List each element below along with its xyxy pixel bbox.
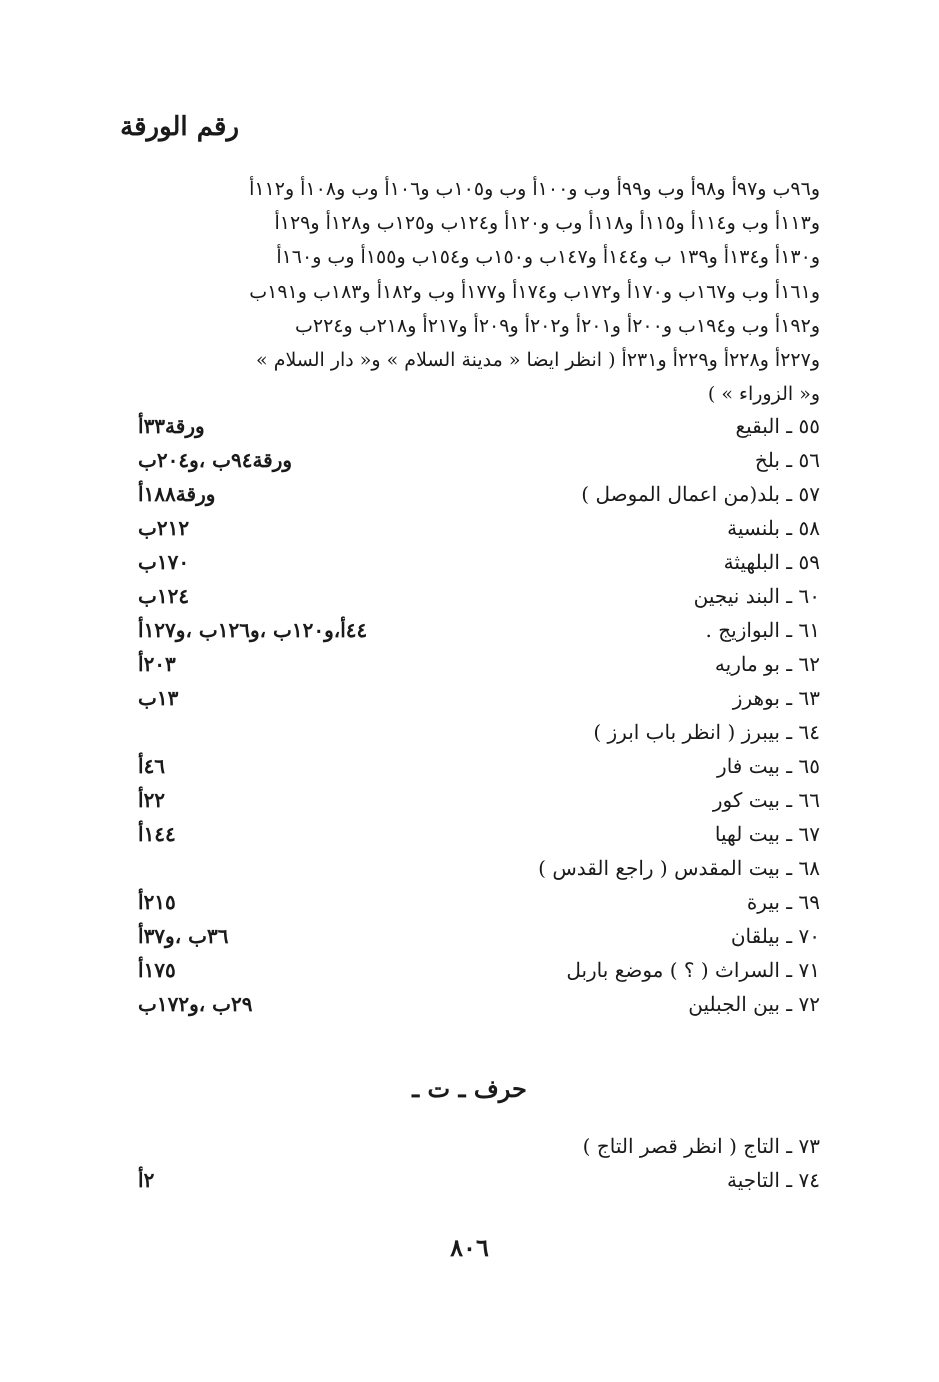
index-entry [138,788,820,822]
paragraph-line: و١١٣أ وب و١١٤أ و١١٥أ و١١٨أ وب و١٢٠أ و١٢٤ب و١٢٥ب و١٢٨أ و١٢٩أ [274,212,820,235]
entry-name: ٥٧ ـ بلد(من اعمال الموصل ) [581,482,820,506]
entry-folio: ٢١٢ب [138,516,190,540]
index-entry [138,924,820,958]
paragraph-line: و٢٢٧أ و٢٢٨أ و٢٢٩أ و٢٣١أ ( انظر ايضا « مدينة السلام » و« دار السلام » [256,348,820,371]
index-entry [138,652,820,686]
entry-name: ٧٠ ـ بيلقان [730,924,820,948]
section-heading: حرف ـ ت ـ [412,1074,527,1103]
index-entry [138,482,820,516]
index-entry [138,992,820,1026]
entry-folio: ٣٦ب ،و٣٧أ [138,924,229,948]
entry-name: ٧٢ ـ بين الجبلين [688,992,820,1016]
entry-folio: ورقة١٨٨أ [138,482,216,506]
entry-folio: ٢٠٣أ [138,652,176,676]
entry-name: ٧٤ ـ التاجية [727,1168,820,1192]
entry-folio: ٢٩ب ،و١٧٢ب [138,992,253,1016]
entry-name: ٦٩ ـ بيرة [746,890,820,914]
index-entry [138,1168,820,1202]
paragraph-line: و« الزوراء » ) [707,383,820,406]
entry-name: ٦١ ـ البوازيج . [705,618,820,642]
entry-name: ٦٥ ـ بيت فار [717,754,820,778]
entry-folio: ٢١٥أ [138,890,176,914]
index-entry [138,550,820,584]
paragraph-line: و١٣٠أ و١٣٤أ و١٣٩ ب و١٤٤أ و١٤٧ب و١٥٠ب و١٥٤ب و١٥٥أ وب و١٦٠أ [276,246,820,269]
entry-folio: ٤٦أ [138,754,166,778]
index-entry [138,822,820,856]
index-entry [138,686,820,720]
entry-folio: ١٢٤ب [138,584,190,608]
page-number: ٨٠٦ [450,1233,489,1262]
index-entry [138,448,820,482]
entry-folio: ١٣ب [138,686,179,710]
column-header: رقم الورقة [120,112,239,142]
index-entry [138,584,820,618]
entry-name: ٧٣ ـ التاج ( انظر قصر التاج ) [582,1134,820,1158]
entry-folio: ٢٢أ [138,788,166,812]
index-entry [138,516,820,550]
index-entry [138,754,820,788]
entry-name: ٦٦ ـ بيت كور [712,788,820,812]
entry-folio: ورقة٩٤ب ،و٢٠٤ب [138,448,293,472]
entry-name: ٧١ ـ السراث ( ؟ ) موضع باربل [566,958,820,982]
paragraph-line: و١٦١أ وب و١٦٧ب و١٧٠أ و١٧٢ب و١٧٤أ و١٧٧أ وب و١٨٢أ و١٨٣ب و١٩١ب [249,280,820,303]
entry-name: ٥٩ ـ البلهيثة [723,550,820,574]
entry-name: ٦٢ ـ بو ماريه [714,652,820,676]
index-entry [138,890,820,924]
entry-name: ٥٦ ـ بلخ [754,448,820,472]
entry-folio: ١٧٥أ [138,958,176,982]
index-entry [138,1134,820,1168]
entry-name: ٦٨ ـ بيت المقدس ( راجع القدس ) [538,856,820,880]
index-entry [138,958,820,992]
paragraph-line: و١٩٢أ وب و١٩٤ب و٢٠٠أ و٢٠١أ و٢٠٢أ و٢٠٩أ و٢١٧أ و٢١٨ب و٢٢٤ب [294,314,820,337]
entry-folio: ١٤٤أ [138,822,176,846]
index-entry [138,856,820,890]
entry-folio: ٤٤أ،و١٢٠ب ،و١٢٦ب ،و١٢٧أ [138,618,368,642]
paragraph-line: و٩٦ب و٩٧أ و٩٨أ وب و٩٩أ وب و١٠٠أ وب و١٠٥ب و١٠٦أ وب و١٠٨أ و١١٢أ [249,178,820,200]
entry-folio: ١٧٠ب [138,550,190,574]
entry-name: ٦٣ ـ بوهرز [732,686,820,710]
entry-folio: ٢أ [138,1168,155,1192]
entry-folio: ورقة٣٣أ [138,414,205,438]
entry-name: ٦٤ ـ بيبرز ( انظر باب ابرز ) [593,720,820,744]
index-entry [138,414,820,448]
index-entry [138,720,820,754]
entry-name: ٥٥ ـ البقيع [735,414,820,438]
continued-references-paragraph [138,172,820,411]
entry-name: ٦٧ ـ بيت لهيا [714,822,820,846]
entry-name: ٥٨ ـ بلنسية [727,516,820,540]
entry-name: ٦٠ ـ البند نيجين [693,584,820,608]
index-entry [138,618,820,652]
